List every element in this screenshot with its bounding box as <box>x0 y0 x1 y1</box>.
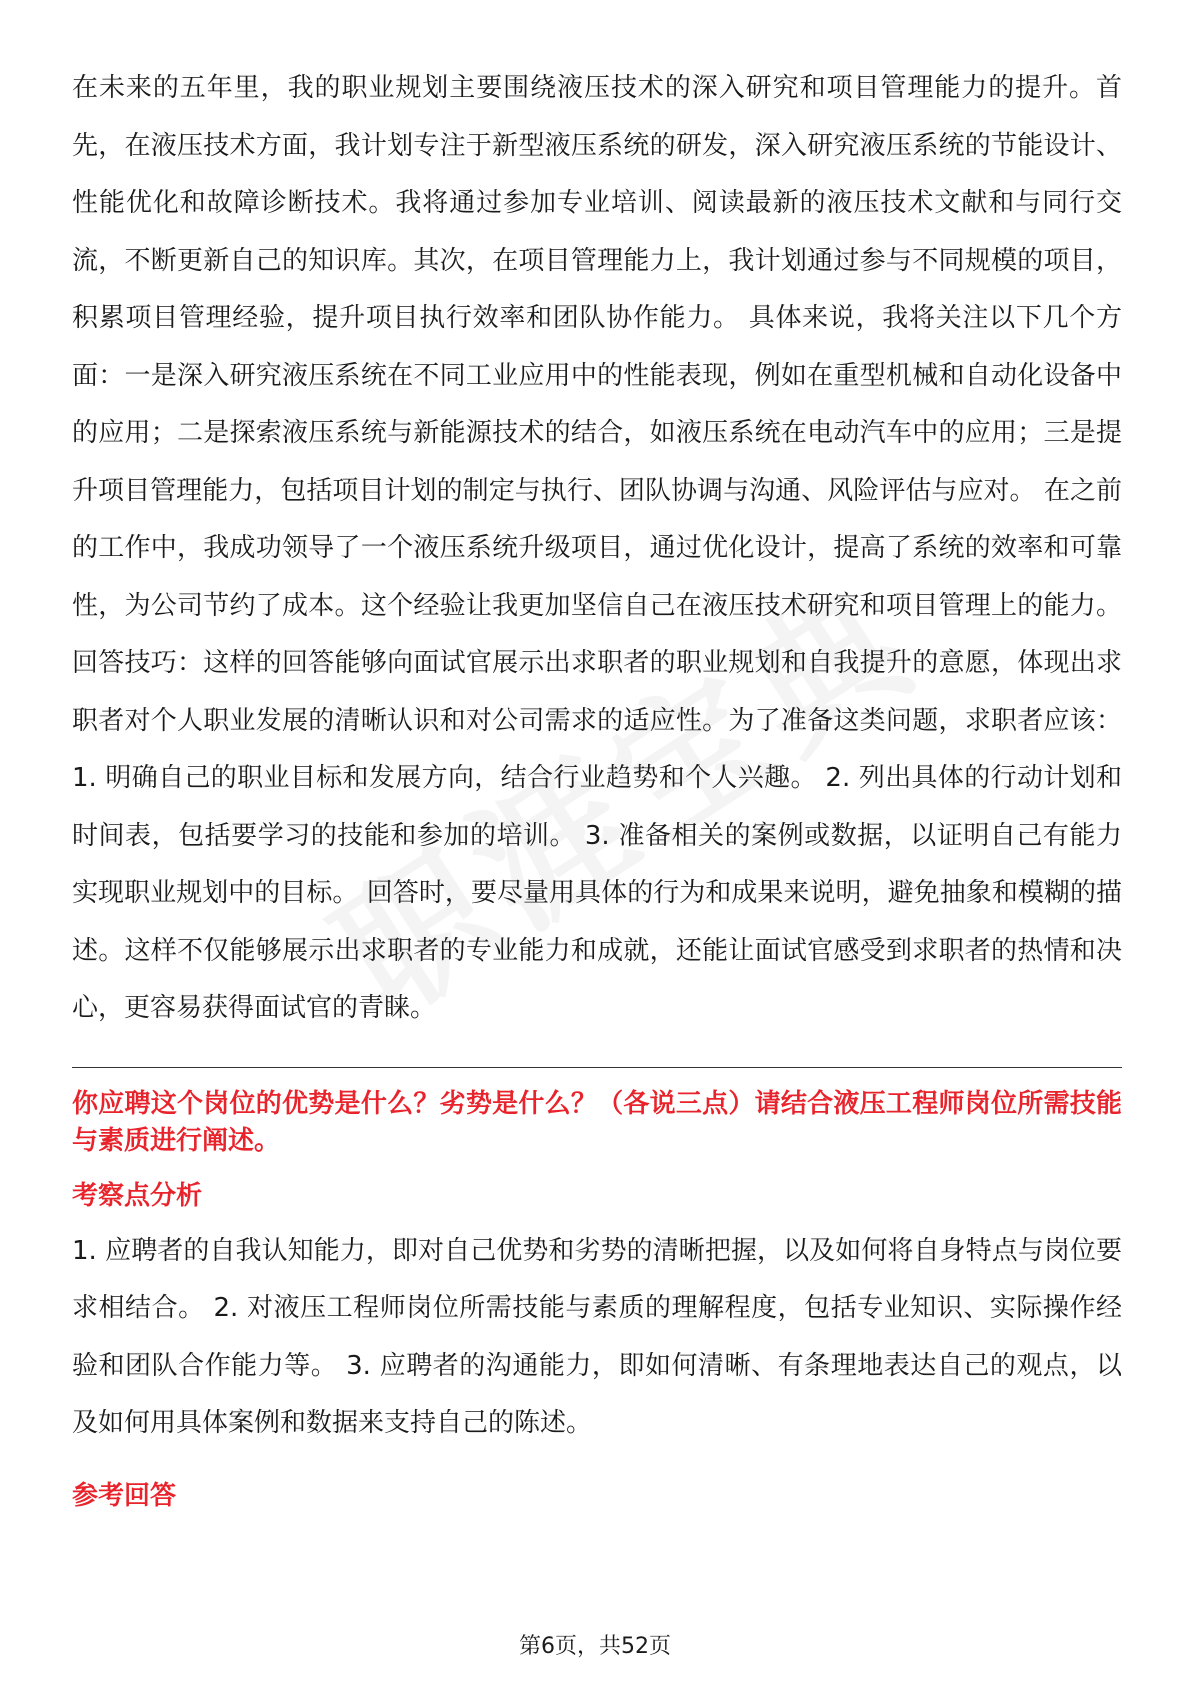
interview-question: 你应聘这个岗位的优势是什么？劣势是什么？（各说三点）请结合液压工程师岗位所需技能与素质进行阐述。 <box>72 1088 1122 1156</box>
analysis-text: 1. 应聘者的自我认知能力，即对自己优势和劣势的清晰把握，以及如何将自身特点与岗位要求相结合。 2. 对液压工程师岗位所需技能与素质的理解程度，包括专业知识、实际操作经验和团队合作能力等。 3. 应聘者的沟通能力，即如何清晰、有条理地表达自己的观点，以及如何用具体案例和数据来支持自己的陈述。 <box>72 1235 1122 1438</box>
answer-paragraph: 在未来的五年里，我的职业规划主要围绕液压技术的深入研究和项目管理能力的提升。首先，在液压技术方面，我计划专注于新型液压系统的研发，深入研究液压系统的节能设计、性能优化和故障诊断技术。我将通过参加专业培训、阅读最新的液压技术文献和与同行交流，不断更新自己的知识库。其次，在项目管理能力上，我计划通过参与不同规模的项目，积累项目管理经验，提升项目执行效率和团队协作能力。 具体来说，我将关注以下几个方面：一是深入研究液压系统在不同工业应用中的性能表现，例如在重型机械和自动化设备中的应用；二是探索液压系统与新能源技术的结合，如液压系统在电动汽车中的应用；三是提升项目管理能力，包括项目计划的制定与执行、团队协调与沟通、风险评估与应对。 在之前的工作中，我成功领导了一个液压系统升级项目，通过优化设计，提高了系统的效率和可靠性，为公司节约了成本。这个经验让我更加坚信自己在液压技术研究和项目管理上的能力。 回答技巧：这样的回答能够向面试官展示出求职者的职业规划和自我提升的意愿，体现出求职者对个人职业发展的清晰认识和对公司需求的适应性。为了准备这类问题，求职者应该： 1. 明确自己的职业目标和发展方向，结合行业趋势和个人兴趣。 2. 列出具体的行动计划和时间表，包括要学习的技能和参加的培训。 3. 准备相关的案例或数据，以证明自己有能力实现职业规划中的目标。 回答时，要尽量用具体的行为和成果来说明，避免抽象和模糊的描述。这样不仅能够展示出求职者的专业能力和成就，还能让面试官感受到求职者的热情和决心，更容易获得面试官的青睐。 <box>72 73 1122 1023</box>
analysis-heading: 考察点分析 <box>72 1180 203 1211</box>
page-number-footer: 第6页，共52页 <box>519 1634 671 1659</box>
reference-answer-heading: 参考回答 <box>72 1480 177 1511</box>
section-divider <box>72 1067 1122 1068</box>
page-content <box>72 60 1122 1523</box>
